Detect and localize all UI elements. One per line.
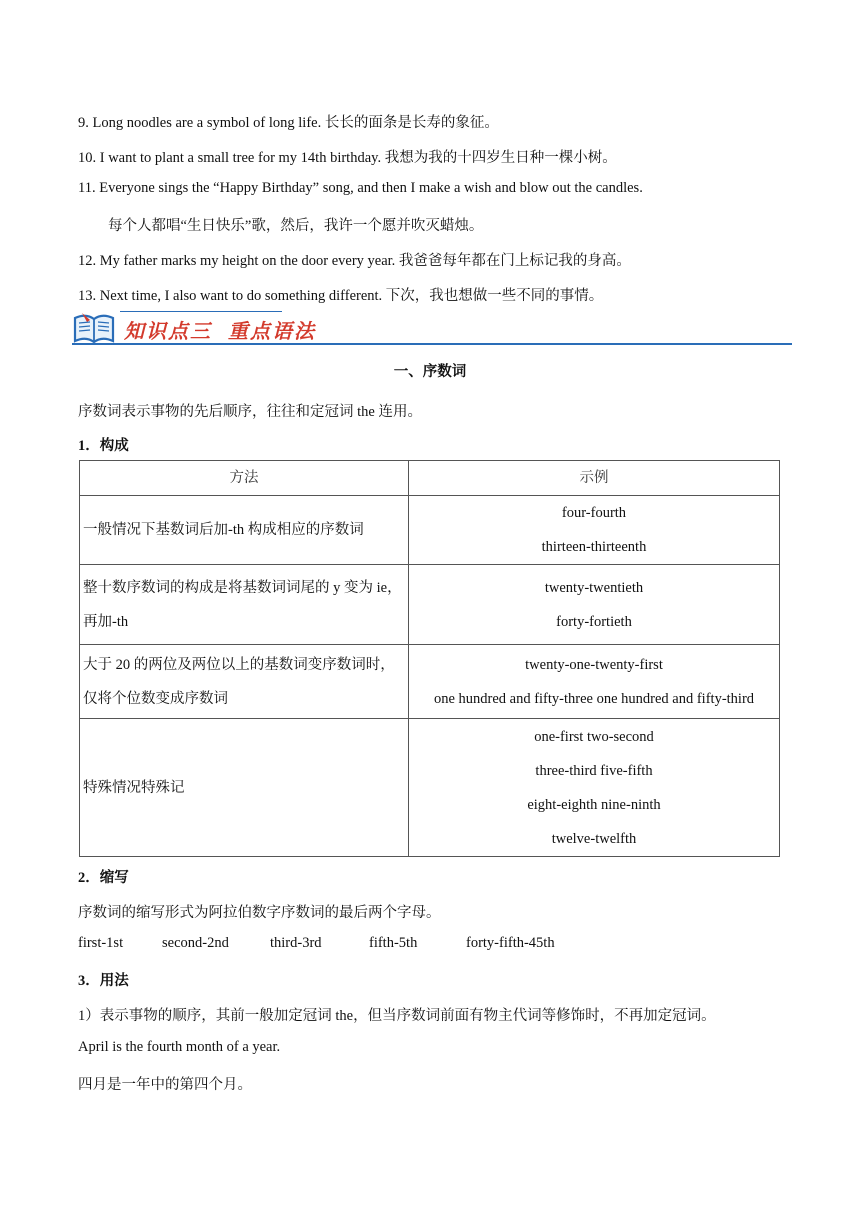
method-cell: 大于 20 的两位及两位以上的基数词变序数词时，仅将个位数变成序数词 xyxy=(80,645,409,719)
header-method: 方法 xyxy=(80,461,409,496)
example-item: twenty-one-twenty-first xyxy=(525,656,663,673)
section-title: 一、序数词 xyxy=(393,364,467,380)
sentence-12: 12. My father marks my height on the door every year. 我爸爸每年都在门上标记我的身高。 xyxy=(78,253,631,269)
abbreviation-description: 序数词的缩写形式为阿拉伯数字序数词的最后两个字母。 xyxy=(78,905,441,921)
method-cell: 整十数序数词的构成是将基数词词尾的 y 变为 ie，再加-th xyxy=(80,565,409,645)
table-row xyxy=(80,496,780,565)
usage-rule-1: 1）表示事物的顺序，其前一般加定冠词 the，但当序数词前面有物主代词等修饰时，不再加定冠词。 xyxy=(78,1008,716,1024)
table-row xyxy=(80,719,780,857)
example-item: three-third five-fifth xyxy=(535,762,653,779)
example-cell xyxy=(409,496,780,565)
table-row xyxy=(80,645,780,719)
banner-heading: 重点语法 xyxy=(228,319,316,343)
abbreviation-item: second-2nd xyxy=(162,935,229,951)
abbreviation-item: first-1st xyxy=(78,935,124,951)
abbreviation-item: forty-fifth-45th xyxy=(466,935,555,951)
subheading-formation: 1．构成 xyxy=(78,438,129,454)
example-item: eight-eighth nine-ninth xyxy=(527,796,661,813)
table-header-row xyxy=(80,461,780,496)
sentence-11: 11. Everyone sings the “Happy Birthday” song, and then I make a wish and blow out the candles. xyxy=(78,180,643,196)
example-item: twenty-twentieth xyxy=(544,579,644,596)
section-banner xyxy=(72,309,792,349)
header-example: 示例 xyxy=(409,461,780,496)
example-chinese: 四月是一年中的第四个月。 xyxy=(78,1077,252,1093)
banner-label: 知识点三 xyxy=(124,319,212,343)
abbreviation-examples xyxy=(78,935,555,952)
book-icon xyxy=(72,310,116,346)
example-item: four-fourth xyxy=(561,505,627,521)
example-item: thirteen-thirteenth xyxy=(541,539,647,555)
ordinal-formation-table xyxy=(79,460,780,857)
abbreviation-item: fifth-5th xyxy=(369,935,418,951)
table-row xyxy=(80,565,780,645)
subheading-usage: 3．用法 xyxy=(78,973,129,989)
example-english: April is the fourth month of a year. xyxy=(78,1039,281,1055)
example-cell xyxy=(409,719,780,857)
banner-rule xyxy=(72,343,792,345)
sentence-9: 9. Long noodles are a symbol of long life. 长长的面条是长寿的象征。 xyxy=(78,115,499,131)
method-cell: 一般情况下基数词后加-th 构成相应的序数词 xyxy=(80,496,409,565)
example-cell xyxy=(409,565,780,645)
example-item: one-first two-second xyxy=(534,728,654,745)
example-item: one hundred and fifty-three one hundred and fifty-third xyxy=(433,690,755,707)
subheading-abbreviation: 2．缩写 xyxy=(78,870,129,886)
banner-title xyxy=(124,315,316,344)
banner-top-line xyxy=(120,311,282,312)
abbreviation-item: third-3rd xyxy=(270,935,322,951)
sentence-11-translation: 每个人都唱“生日快乐”歌，然后，我许一个愿并吹灭蜡烛。 xyxy=(108,218,484,234)
example-item: forty-fortieth xyxy=(556,613,632,630)
method-cell: 特殊情况特殊记 xyxy=(80,719,409,857)
example-item: twelve-twelfth xyxy=(551,830,637,847)
intro-text: 序数词表示事物的先后顺序，往往和定冠词 the 连用。 xyxy=(78,404,422,420)
example-cell xyxy=(409,645,780,719)
sentence-13: 13. Next time, I also want to do something different. 下次，我也想做一些不同的事情。 xyxy=(78,288,604,304)
sentence-10: 10. I want to plant a small tree for my 14th birthday. 我想为我的十四岁生日种一棵小树。 xyxy=(78,150,617,166)
